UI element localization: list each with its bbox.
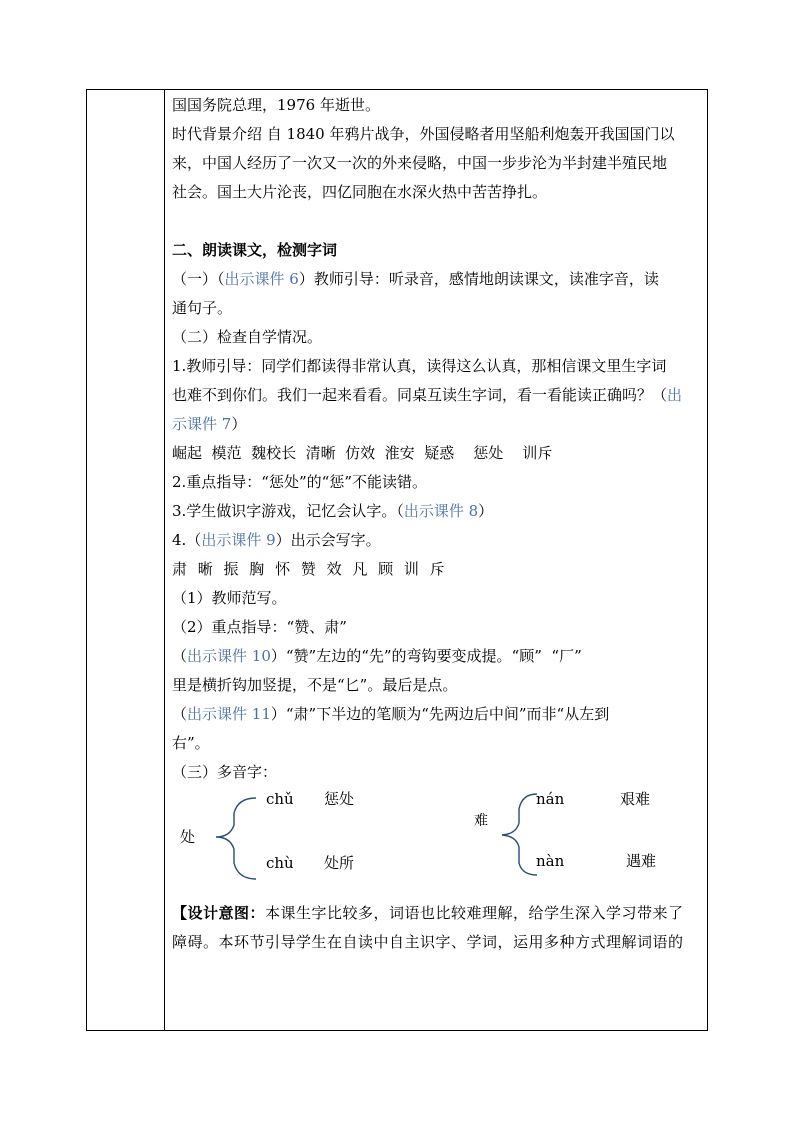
paragraph-line: （1）教师范写。 (172, 589, 287, 607)
paragraph-line: （一）（出示课件 6）教师引导：听录音，感情地朗读课文，读准字音，读 (172, 270, 659, 288)
courseware-link[interactable]: 示课件 7 (172, 415, 232, 433)
courseware-link[interactable]: 出示课件 11 (187, 705, 271, 723)
paragraph-line: （出示课件 10）“赞”左边的“先”的弯钩要变成提。“顾” “厂” (172, 647, 582, 665)
paragraph-line: 2.重点指导：“惩处”的“惩”不能读错。 (172, 473, 427, 491)
paragraph-line: 右”。 (172, 734, 210, 752)
column-divider (164, 89, 165, 1031)
pinyin: chù (266, 854, 294, 872)
paragraph-line: 3.学生做识字游戏，记忆会认字。（出示课件 8） (172, 502, 494, 520)
writing-characters: 肃 晰 振 胸 怀 赞 效 凡 顾 训 斥 (172, 560, 448, 578)
paragraph-line: 4.（出示课件 9）出示会写字。 (172, 531, 381, 549)
polyphone-char: 难 (474, 813, 488, 829)
pinyin: chǔ (266, 790, 294, 808)
courseware-link[interactable]: 出 (667, 386, 683, 404)
paragraph-line: （2）重点指导：“赞、肃” (172, 618, 347, 636)
word: 遇难 (626, 852, 657, 870)
lesson-content-cell (172, 91, 702, 957)
courseware-link[interactable]: 出示课件 8 (403, 502, 479, 520)
pinyin: nàn (536, 852, 565, 870)
polyphone-char: 处 (180, 828, 196, 846)
word: 处所 (324, 854, 355, 872)
vocabulary-words: 崛起 模范 魏校长 清晰 仿效 淮安 疑惑 惩处 训斥 (172, 444, 553, 462)
paragraph-line: 1.教师引导：同学们都读得非常认真，读得这么认真，那相信课文里生字词 (172, 357, 667, 375)
word: 艰难 (620, 790, 651, 808)
text-line: 国国务院总理，1976 年逝世。 (172, 96, 380, 114)
right-brace (502, 794, 537, 875)
courseware-link[interactable]: 出示课件 9 (201, 531, 276, 549)
paragraph-line: （出示课件 11）“肃”下半边的笔顺为“先两边后中间”而非“从左到 (172, 705, 610, 723)
courseware-link[interactable]: 出示课件 10 (187, 647, 271, 665)
polyphone-diagram (172, 787, 702, 887)
pinyin: nán (536, 790, 565, 808)
word: 惩处 (324, 790, 355, 808)
background-intro-line: 时代背景介绍 自 1840 年鸦片战争，外国侵略者用坚船利炮轰开我国国门以 (172, 125, 675, 143)
design-intent: 【设计意图：本课生字比较多，词语也比较难理解，给学生深入学习带来了 障碍。本环节引导学生在自读中自主识字、学词，运用多种方式理解词语的 (172, 904, 684, 951)
paragraph-line: 示课件 7） (172, 415, 247, 433)
background-intro-line: 社会。国土大片沦丧，四亿同胞在水深火热中苦苦挣扎。 (172, 183, 548, 201)
paragraph-line: 通句子。 (172, 299, 233, 317)
paragraph-line: 也难不到你们。我们一起来看看。同桌互读生字词，看一看能读正确吗？（出 (172, 386, 683, 404)
courseware-link[interactable]: 出示课件 6 (224, 270, 299, 288)
left-brace (216, 798, 256, 879)
design-intent-label: 【设计意图： (172, 904, 266, 922)
paragraph-line: （二）检查自学情况。 (172, 328, 323, 346)
background-intro-line: 来，中国人经历了一次又一次的外来侵略，中国一步步沦为半封建半殖民地 (172, 154, 668, 172)
paragraph-line: （三）多音字： (172, 763, 278, 781)
paragraph-line: 里是横折钩加竖提，不是“匕”。最后是点。 (172, 676, 458, 694)
section-heading: 二、朗读课文，检测字词 (172, 241, 338, 259)
